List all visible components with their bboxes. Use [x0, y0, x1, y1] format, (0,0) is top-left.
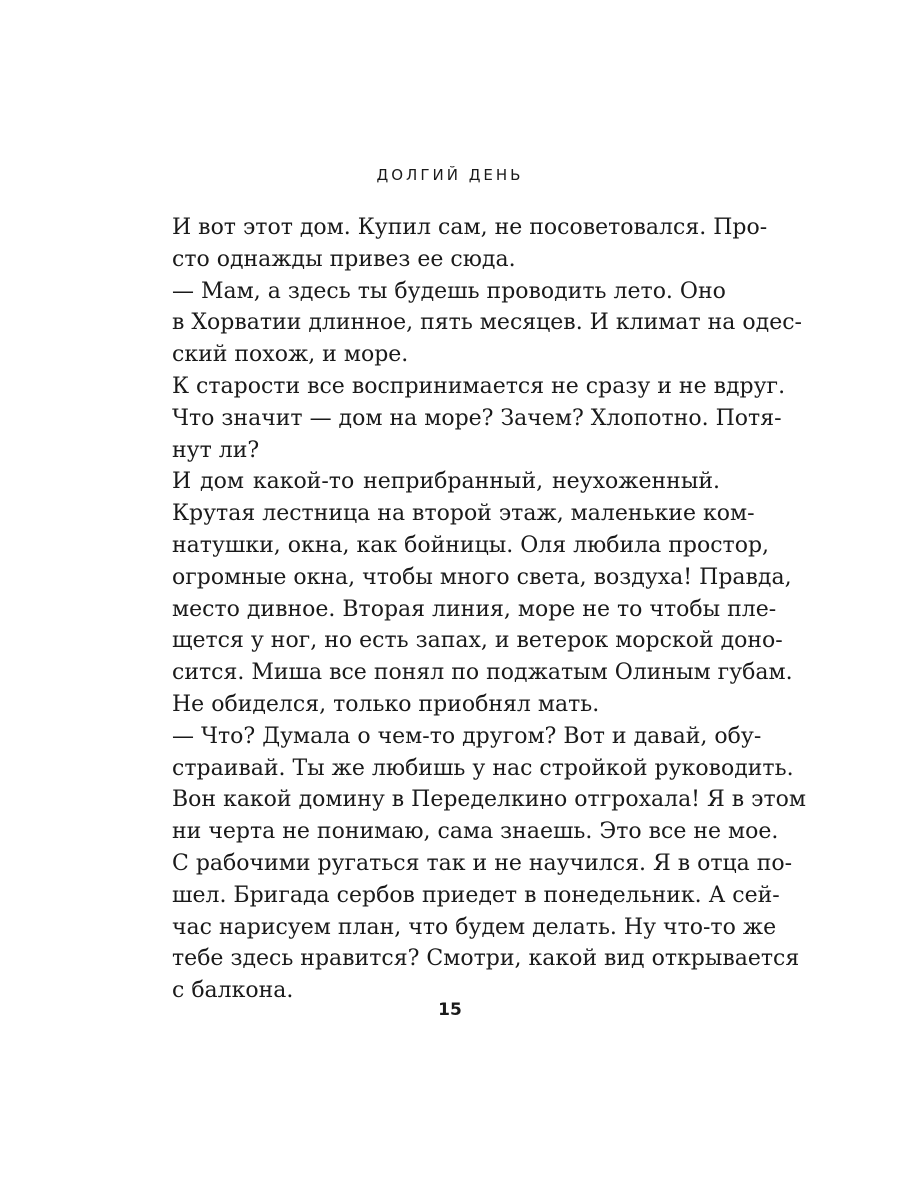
text-line: щется у ног, но есть запах, и ветерок морской доно- [172, 628, 783, 654]
text-line: огромные окна, чтобы много света, воздуха! Правда, [172, 564, 792, 590]
text-line: шел. Бригада сербов приедет в понедельник. А сей- [172, 882, 780, 908]
text-line: — Мам, а здесь ты будешь проводить лето. Оно [172, 278, 726, 304]
text-line: Не обиделся, только приобнял мать. [172, 691, 600, 717]
text-line: ский похож, и море. [172, 342, 409, 368]
text-line: И дом какой-то неприбранный, неухоженный. [172, 469, 720, 495]
text-line: И вот этот дом. Купил сам, не посоветовался. Про- [172, 215, 768, 240]
body-text [172, 212, 807, 1007]
text-line: с балкона. [172, 978, 294, 1004]
text-line: тебе здесь нравится? Смотри, какой вид открывается [172, 946, 800, 972]
text-line: С рабочими ругаться так и не научился. Я в отца по- [172, 850, 793, 876]
text-line: сится. Миша все понял по поджатым Олиным губам. [172, 660, 793, 686]
text-line: натушки, окна, как бойницы. Оля любила простор, [172, 532, 770, 558]
text-line: страивай. Ты же любишь у нас стройкой руководить. [172, 755, 794, 781]
text-line: Что значит — дом на море? Зачем? Хлопотно. Потя- [172, 405, 782, 431]
text-line: сто однажды привез ее сюда. [172, 246, 516, 272]
text-line: место дивное. Вторая линия, море не то чтобы пле- [172, 596, 777, 622]
text-line: — Что? Думала о чем-то другом? Вот и давай, обу- [172, 723, 762, 749]
page-number: 15 [438, 1000, 462, 1020]
text-line: Вон какой домину в Переделкино отгрохала! Я в этом [172, 787, 807, 813]
text-line: ни черта не понимаю, сама знаешь. Это все не мое. [172, 819, 779, 845]
text-line: час нарисуем план, что будем делать. Ну что-то же [172, 914, 777, 940]
running-head: ДОЛГИЙ ДЕНЬ [376, 166, 524, 184]
text-line: К старости все воспринимается не сразу и не вдруг. [172, 373, 786, 399]
text-line: Крутая лестница на второй этаж, маленькие ком- [172, 501, 755, 527]
text-line: в Хорватии длинное, пять месяцев. И климат на одес- [172, 310, 802, 336]
text-line: нут ли? [172, 437, 260, 463]
